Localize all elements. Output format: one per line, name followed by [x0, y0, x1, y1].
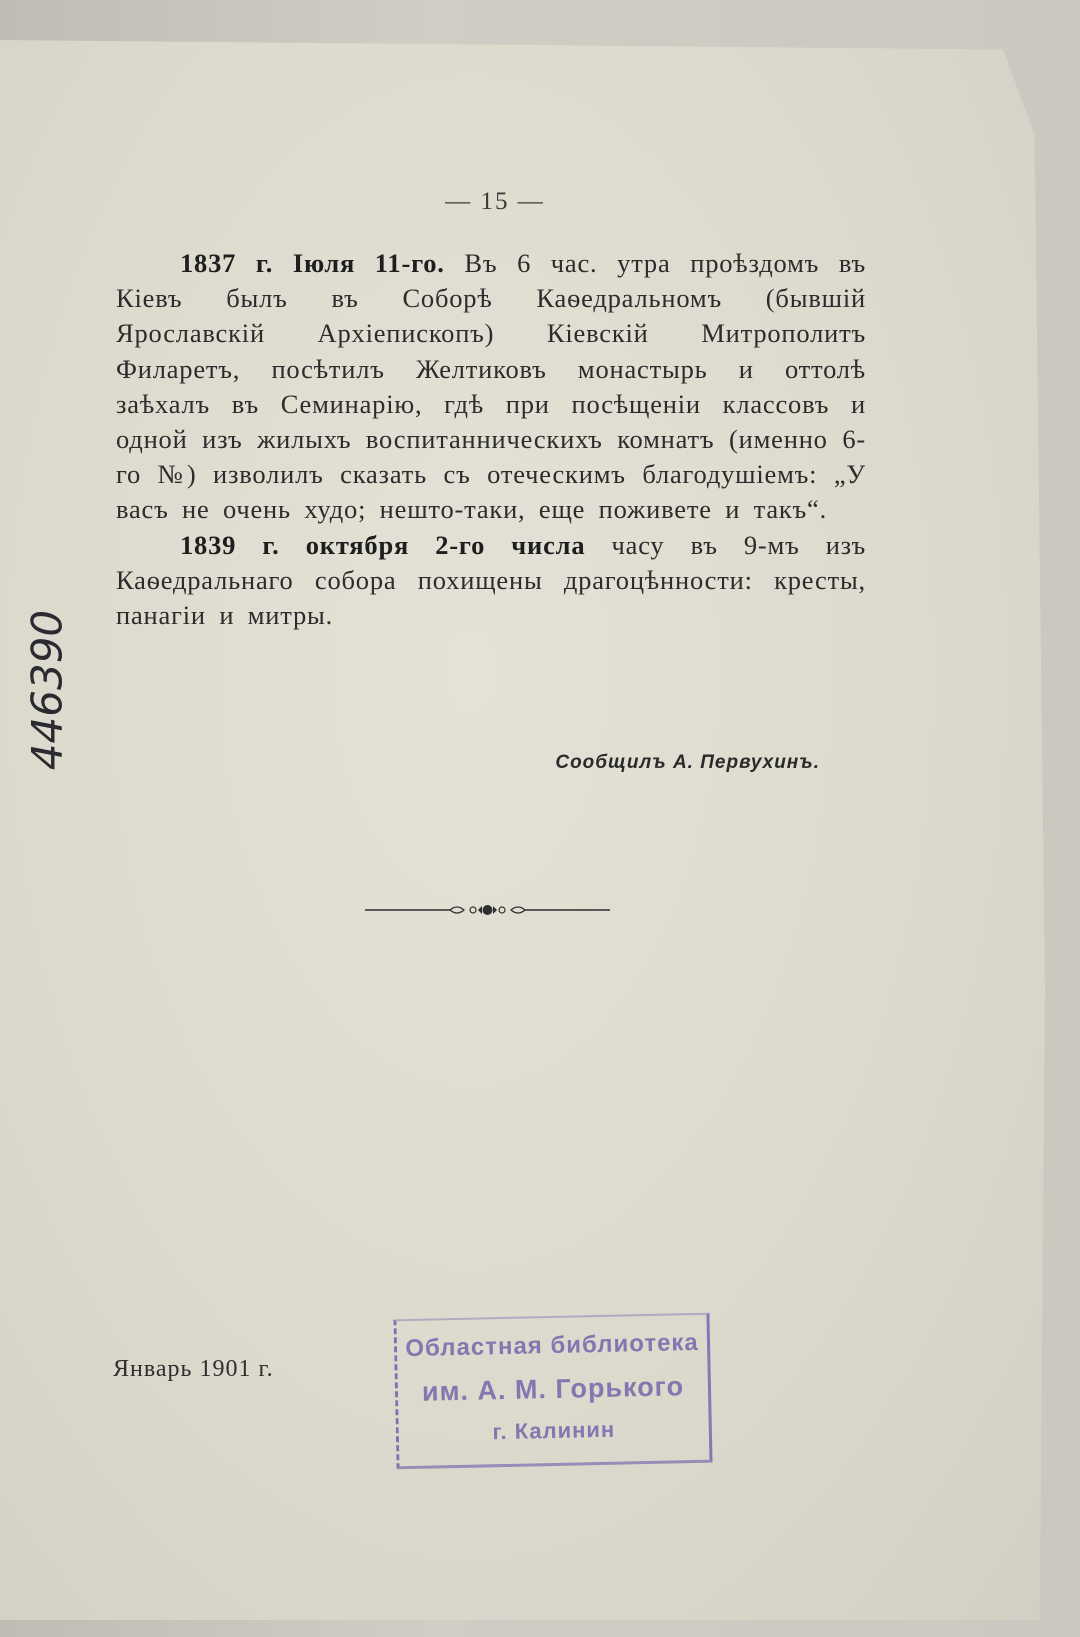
stamp-line-3: г. Калинин	[492, 1416, 616, 1445]
entry-text: часу въ 9-мъ изъ Каѳедральнаго собора похищены драгоцѣнности: кресты, панагіи и митры.	[116, 529, 866, 631]
entry-1839	[116, 528, 866, 634]
body-text	[116, 246, 866, 633]
entry-text: Въ 6 час. утра проѣздомъ въ Кіевъ былъ въ Соборѣ Каѳедральномъ (бывшій Ярославскій Архіепископъ) Кіевскій Митрополитъ Филаретъ, посѣтилъ Желтиковъ монастырь и оттолѣ заѣхалъ въ Семинарію, гдѣ при посѣщеніи классовъ и одной изъ жилыхъ воспитанническихъ комнатъ (именно 6-го №) изволилъ сказать съ отеческимъ благодушіемъ: „У васъ не очень худо; нешто-таки, еще поживете и такъ“.	[116, 248, 867, 525]
handwritten-number-text: 446390	[22, 609, 72, 771]
entry-date: 1837 г. Іюля 11-го.	[180, 248, 445, 278]
stamp-line-2: им. А. М. Горького	[421, 1371, 685, 1407]
handwritten-inventory-number	[20, 605, 80, 775]
page-number: — 15 —	[445, 188, 545, 215]
entry-1837	[116, 246, 866, 528]
library-stamp	[393, 1313, 712, 1470]
stamp-line-1: Областная библиотека	[405, 1328, 700, 1363]
entry-date: 1839 г. октября 2-го числа	[180, 529, 586, 560]
signature: Сообщилъ А. Первухинъ.	[555, 752, 820, 773]
footer-date: Январь 1901 г.	[113, 1356, 274, 1382]
ornament-divider	[365, 895, 610, 925]
